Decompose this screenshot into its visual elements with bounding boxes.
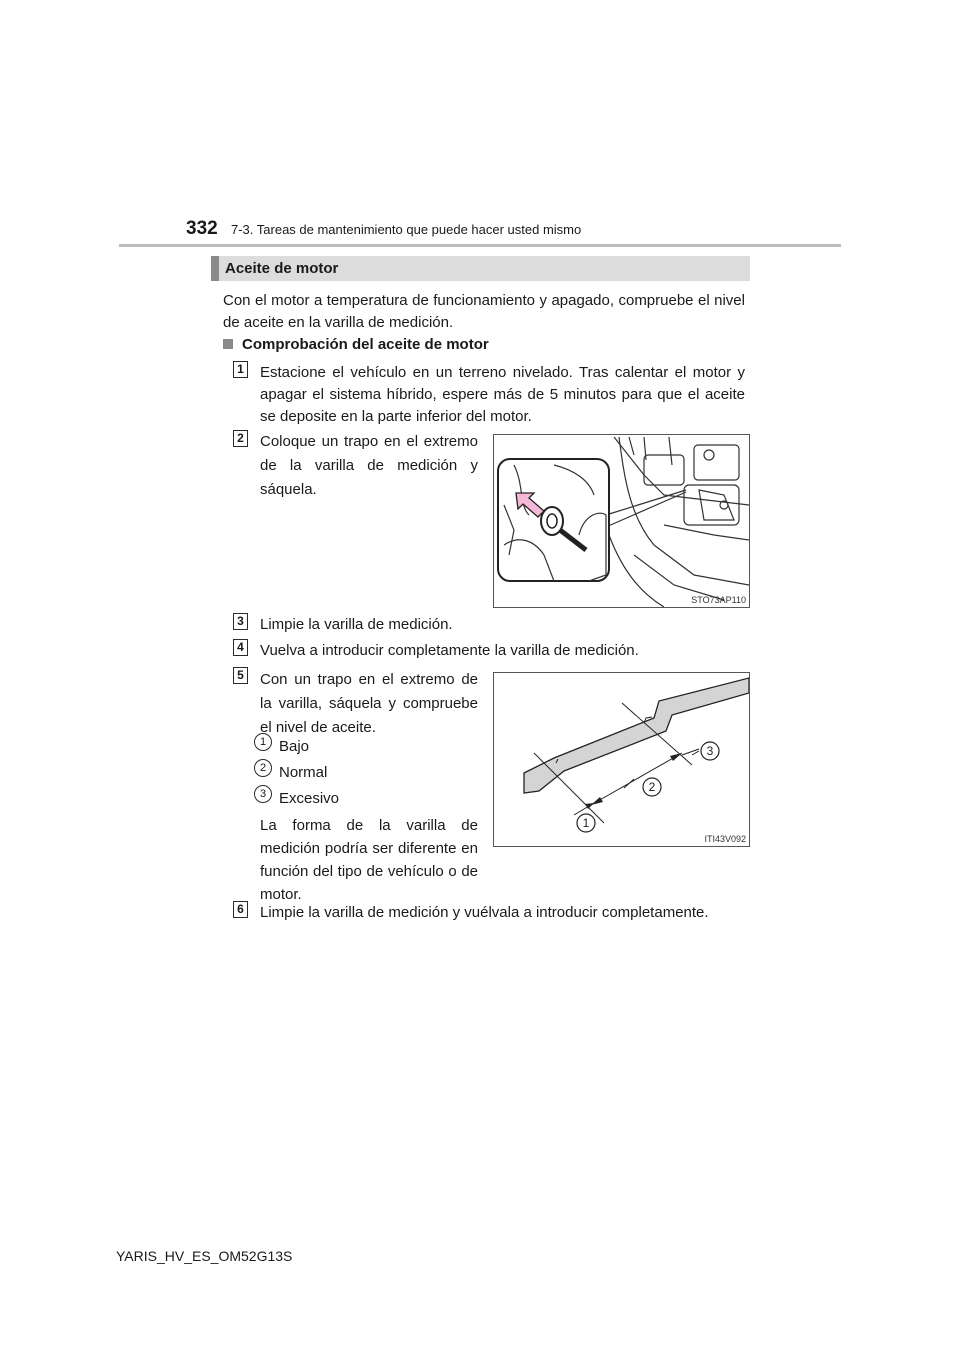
section-title: Aceite de motor (225, 260, 339, 277)
engine-figure-code: STO73AP110 (691, 595, 746, 605)
engine-bay-illustration (494, 435, 749, 607)
dipstick-illustration (494, 673, 749, 846)
square-bullet-icon (223, 339, 233, 349)
header-divider (119, 244, 841, 247)
subsection-title-text: Comprobación del aceite de motor (242, 336, 489, 353)
level-label-normal: Normal (279, 764, 328, 781)
page-number: 332 (186, 218, 218, 239)
step-1-text: Estacione el vehículo en un terreno nivelado. Tras calentar el motor y apagar el sistema híbrido, espere más de 5 minutos para que el aceite se deposite en la parte inferior del motor. (260, 364, 745, 425)
level-label-excesivo: Excesivo (279, 790, 340, 807)
step-5-text: Con un trapo en el extremo de la varilla, sáquela y compruebe el nivel de aceite. (260, 671, 478, 736)
section-header (211, 256, 750, 281)
section-intro: Con el motor a temperatura de funcionamiento y apagado, compruebe el nivel de aceite en la varilla de medición. (223, 292, 745, 331)
dipstick-level-figure (493, 672, 750, 847)
level-number-3: 3 (254, 785, 272, 803)
section-marker (211, 256, 219, 281)
callout-2-label: 2 (648, 780, 656, 794)
step-6-text: Limpie la varilla de medición y vuélvala a introducir completamente. (260, 904, 709, 921)
dipstick-shape-note: La forma de la varilla de medición podría ser diferente en función del tipo de vehículo o de motor. (260, 817, 478, 903)
engine-bay-figure (493, 434, 750, 608)
callout-3-label: 3 (706, 744, 714, 758)
step-2-text: Coloque un trapo en el extremo de la varilla de medición y sáquela. (260, 433, 478, 498)
callout-1-label: 1 (582, 816, 590, 830)
document-id: YARIS_HV_ES_OM52G13S (116, 1248, 293, 1264)
step-number-1: 1 (233, 361, 248, 378)
level-number-2: 2 (254, 759, 272, 777)
step-3-text: Limpie la varilla de medición. (260, 616, 453, 633)
step-number-5: 5 (233, 667, 248, 684)
step-4-text: Vuelva a introducir completamente la varilla de medición. (260, 642, 639, 659)
dipstick-figure-code: ITI43V092 (704, 834, 746, 844)
subsection-title (223, 336, 489, 353)
step-number-3: 3 (233, 613, 248, 630)
level-label-bajo: Bajo (279, 738, 310, 755)
step-number-2: 2 (233, 430, 248, 447)
step-number-6: 6 (233, 901, 248, 918)
step-number-4: 4 (233, 639, 248, 656)
chapter-title: 7-3. Tareas de mantenimiento que puede hacer usted mismo (231, 222, 582, 237)
level-number-1: 1 (254, 733, 272, 751)
